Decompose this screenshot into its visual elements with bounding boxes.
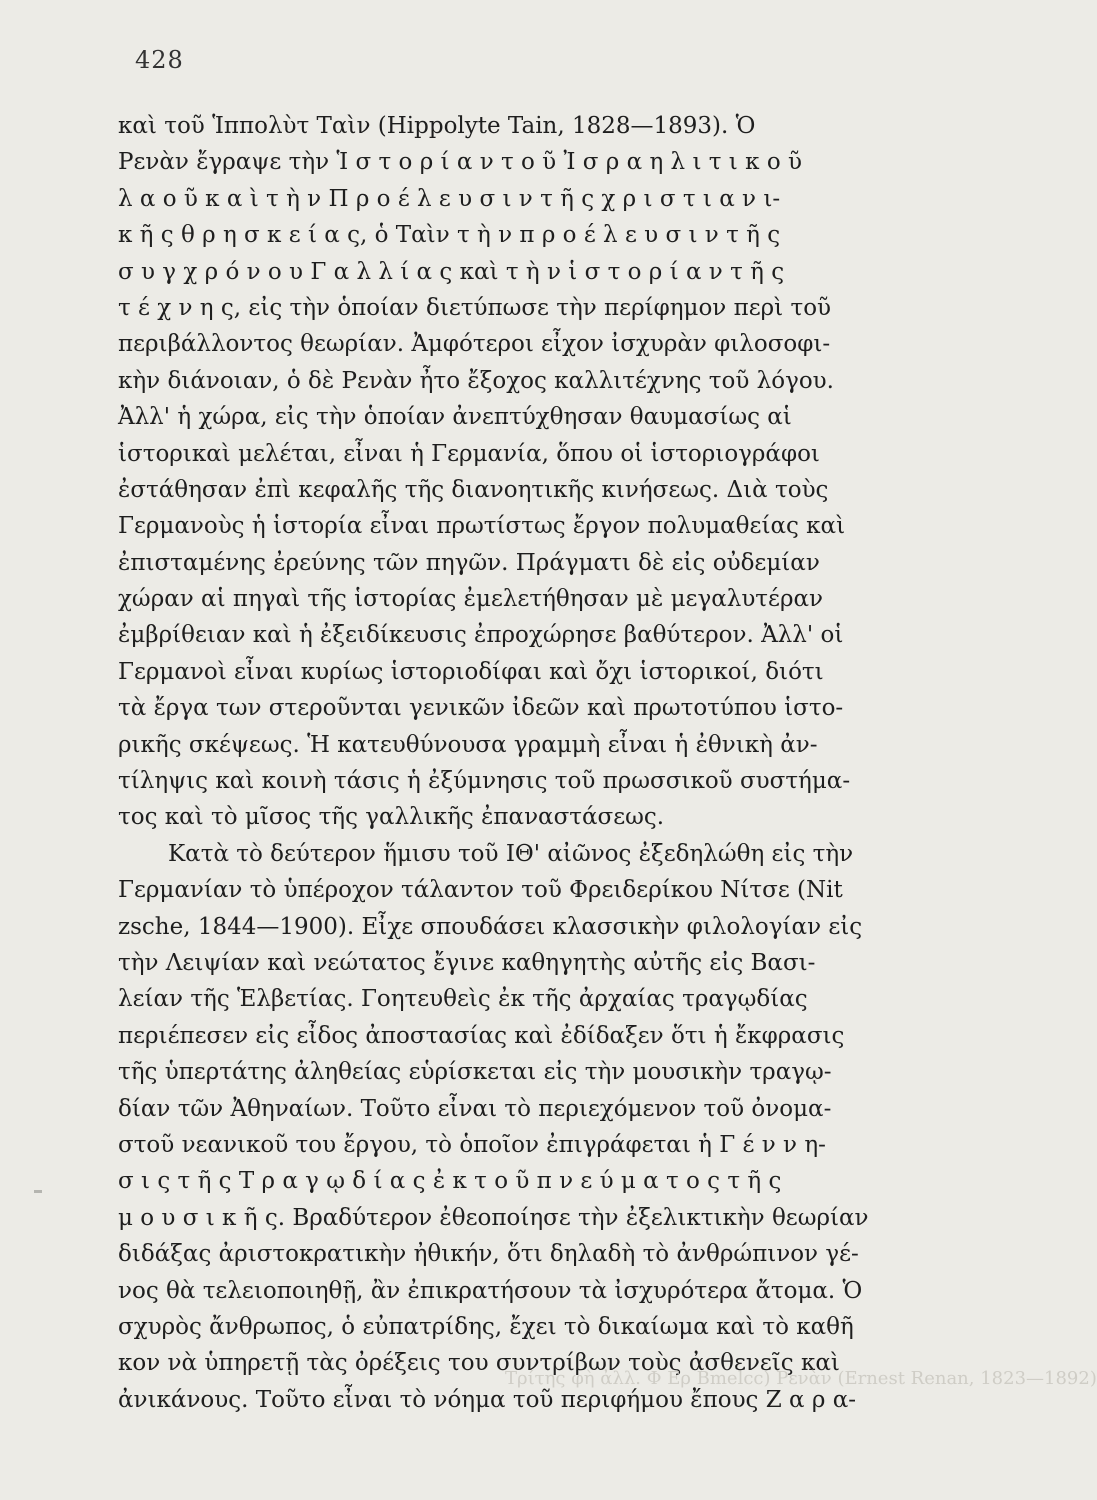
text-line: λείαν τῆς Ἑλβετίας. Γοητευθεὶς ἐκ τῆς ἀρχαίας τραγῳδίας: [118, 986, 808, 1013]
text-line: περιέπεσεν εἰς εἶδος ἀποστασίας καὶ ἐδίδαξεν ὅτι ἡ ἔκφρασις: [118, 1022, 845, 1049]
text-line: σ υ γ χ ρ ό ν ο υ Γ α λ λ ί α ς καὶ τ ὴ ν ἱ σ τ ο ρ ί α ν τ ῆ ς: [118, 258, 785, 285]
text-line: διδάξας ἀριστοκρατικὴν ἠθικήν, ὅτι δηλαδὴ τὸ ἀνθρώπινον γέ-: [118, 1241, 859, 1268]
text-line: περιβάλλοντος θεωρίαν. Ἀμφότεροι εἶχον ἰσχυρὰν φιλοσοφι-: [118, 331, 831, 358]
text-line: κ ῆ ς θ ρ η σ κ ε ί α ς, ὁ Ταὶν τ ὴ ν π ρ ο έ λ ε υ σ ι ν τ ῆ ς: [118, 222, 781, 249]
text-line-first: Κατὰ τὸ δεύτερον ἥμισυ τοῦ ΙΘ' αἰῶνος ἐξεδηλώθη εἰς τὴν: [168, 840, 854, 867]
text-line: τ έ χ ν η ς, εἰς τὴν ὁποίαν διετύπωσε τὴν περίφημον περὶ τοῦ: [118, 294, 832, 321]
text-line: χώραν αἱ πηγαὶ τῆς ἱστορίας ἐμελετήθησαν μὲ μεγαλυτέραν: [118, 586, 823, 613]
text-line: τος καὶ τὸ μῖσος τῆς γαλλικῆς ἐπαναστάσεως.: [118, 804, 665, 831]
text-line: σ ι ς τ ῆ ς Τ ρ α γ ῳ δ ί α ς ἐ κ τ ο ῦ π ν ε ύ μ α τ ο ς τ ῆ ς: [118, 1168, 782, 1195]
text-line: τῆς ὑπερτάτης ἀληθείας εὑρίσκεται εἰς τὴν μουσικὴν τραγῳ-: [118, 1059, 832, 1086]
text-line: ἐμβρίθειαν καὶ ἡ ἐξειδίκευσις ἐπροχώρησε βαθύτερον. Ἀλλ' οἱ: [118, 622, 844, 649]
text-line: κον νὰ ὑπηρετῇ τὰς ὀρέξεις του συντρίβων τοὺς ἀσθενεῖς καὶ: [118, 1350, 840, 1377]
paragraph-1: [118, 108, 870, 836]
text-line: zsche, 1844—1900). Εἶχε σπουδάσει κλασσικὴν φιλολογίαν εἰς: [118, 913, 863, 940]
page-number: 428: [135, 46, 184, 74]
text-line: τίληψις καὶ κοινὴ τάσις ἡ ἐξύμνησις τοῦ πρωσσικοῦ συστήμα-: [118, 768, 851, 795]
text-line: ἐπισταμένης ἐρεύνης τῶν πηγῶν. Πράγματι δὲ εἰς οὐδεμίαν: [118, 549, 820, 576]
body-text: [118, 108, 870, 1418]
text-line: Ἀλλ' ἡ χώρα, εἰς τὴν ὁποίαν ἀνεπτύχθησαν θαυμασίως αἱ: [118, 404, 792, 431]
text-line: λ α ο ῦ κ α ὶ τ ὴ ν Π ρ ο έ λ ε υ σ ι ν τ ῆ ς χ ρ ι σ τ ι α ν ι-: [118, 185, 781, 212]
text-line: ἐστάθησαν ἐπὶ κεφαλῆς τῆς διανοητικῆς κινήσεως. Διὰ τοὺς: [118, 476, 829, 503]
text-line: καὶ τοῦ Ἱππολὺτ Ταὶν (Hippolyte Tain, 1828—1893). Ὁ: [118, 113, 756, 139]
text-line: τὰ ἔργα των στεροῦνται γενικῶν ἰδεῶν καὶ πρωτοτύπου ἱστο-: [118, 695, 844, 722]
bleed-through-text: Τρίτης φὴ ἀλλ. Φ Ερ Bmelcc) Ρενὰν (Ernest Renan, 1823—1892): [505, 1368, 1097, 1389]
text-line: δίαν τῶν Ἀθηναίων. Τοῦτο εἶναι τὸ περιεχόμενον τοῦ ὀνομα-: [118, 1095, 832, 1122]
text-line: τὴν Λειψίαν καὶ νεώτατος ἔγινε καθηγητὴς αὐτῆς εἰς Βασι-: [118, 949, 816, 976]
text-line: Γερμανοὶ εἶναι κυρίως ἱστοριοδίφαι καὶ ὄχι ἱστορικοί, διότι: [118, 658, 824, 685]
text-line: Ρενὰν ἔγραψε τὴν Ἱ σ τ ο ρ ί α ν τ ο ῦ Ἰ σ ρ α η λ ι τ ι κ ο ῦ: [118, 149, 802, 176]
text-line: Γερμανοὺς ἡ ἱστορία εἶναι πρωτίστως ἔργον πολυμαθείας καὶ: [118, 513, 846, 540]
text-line: ρικῆς σκέψεως. Ἡ κατευθύνουσα γραμμὴ εἶναι ἡ ἐθνικὴ ἀν-: [118, 731, 818, 758]
text-line: στοῦ νεανικοῦ του ἔργου, τὸ ὁποῖον ἐπιγράφεται ἡ Γ έ ν ν η-: [118, 1131, 826, 1158]
text-line: σχυρὸς ἄνθρωπος, ὁ εὐπατρίδης, ἔχει τὸ δικαίωμα καὶ τὸ καθῆ: [118, 1313, 854, 1340]
text-line: μ ο υ σ ι κ ῆ ς. Βραδύτερον ἐθεοποίησε τὴν ἐξελικτικὴν θεωρίαν: [118, 1204, 869, 1231]
text-line: Γερμανίαν τὸ ὑπέροχον τάλαντον τοῦ Φρειδερίκου Νίτσε (Nit: [118, 877, 843, 904]
scan-mark: [34, 1190, 42, 1193]
text-line: ἱστορικαὶ μελέται, εἶναι ἡ Γερμανία, ὅπου οἱ ἱστοριογράφοι: [118, 440, 820, 467]
text-line: ἀνικάνους. Τοῦτο εἶναι τὸ νόημα τοῦ περιφήμου ἔπους Ζ α ρ α-: [118, 1386, 857, 1413]
text-line: νος θὰ τελειοποιηθῇ, ἂν ἐπικρατήσουν τὰ ἰσχυρότερα ἄτομα. Ὁ: [118, 1277, 863, 1304]
paragraph-2: [118, 836, 870, 1418]
text-line: κὴν διάνοιαν, ὁ δὲ Ρενὰν ἦτο ἔξοχος καλλιτέχνης τοῦ λόγου.: [118, 367, 834, 394]
